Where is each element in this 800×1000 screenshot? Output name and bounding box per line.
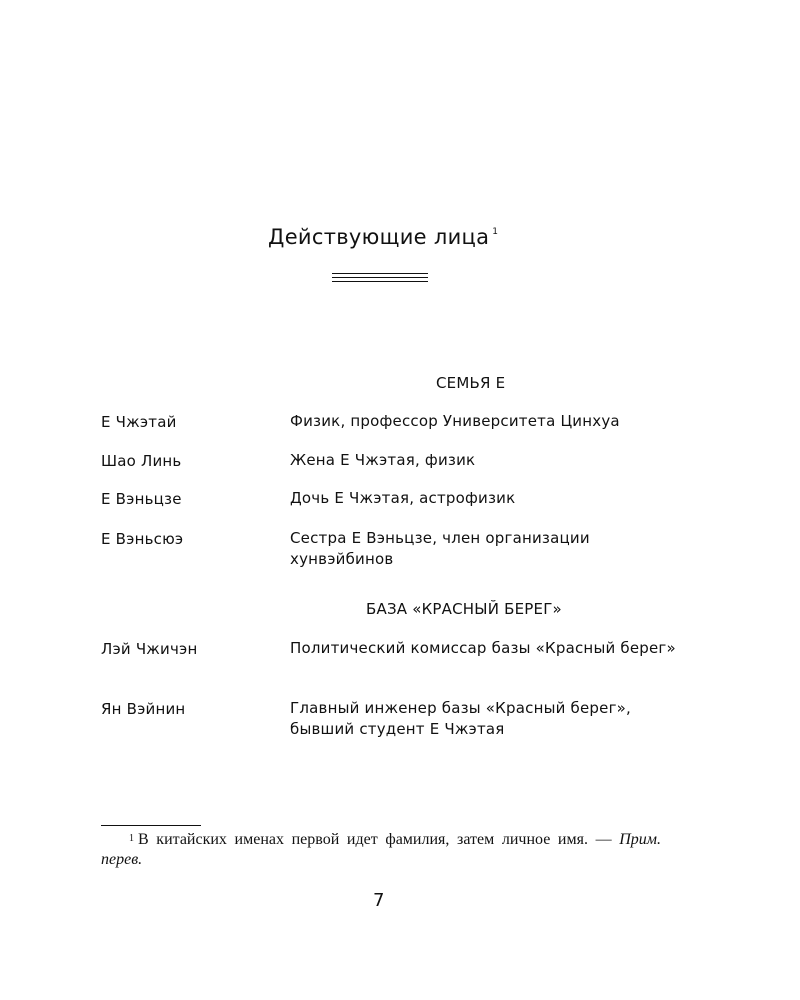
page-number: 7: [373, 890, 385, 911]
title-ornament-rule: [332, 273, 428, 274]
page-title-text: Действующие лица: [268, 225, 490, 249]
title-footnote-marker: 1: [492, 227, 499, 237]
footnote-source: Прим. перев.: [101, 831, 661, 868]
character-description: Политический комиссар базы «Красный берег»: [290, 639, 676, 657]
section-heading-ye-family: СЕМЬЯ Е: [436, 374, 506, 392]
section-heading-red-coast-base: БАЗА «КРАСНЫЙ БЕРЕГ»: [366, 600, 562, 618]
character-description: Дочь Е Чжэтая, астрофизик: [290, 489, 516, 507]
character-name: Ян Вэйнин: [101, 700, 186, 718]
character-description: Главный инженер базы «Красный берег», бывший студент Е Чжэтая: [290, 699, 631, 738]
character-description: Физик, профессор Университета Цинхуа: [290, 412, 620, 430]
title-ornament-rule: [332, 281, 428, 282]
footnote-marker: 1: [129, 833, 134, 844]
character-description: Сестра Е Вэньцзе, член организации хунвэйбинов: [290, 529, 590, 568]
footnote-separator: [101, 825, 201, 826]
character-name: Лэй Чжичэн: [101, 640, 198, 658]
character-name: Е Чжэтай: [101, 413, 177, 431]
character-name: Е Вэньсюэ: [101, 530, 184, 548]
footnote-text: В китайских именах первой идет фамилия, затем личное имя. —: [138, 831, 612, 848]
footnote: [101, 830, 661, 870]
character-name: Е Вэньцзе: [101, 490, 182, 508]
page-title: [268, 225, 498, 249]
title-ornament-rule: [332, 277, 428, 278]
character-description: Жена Е Чжэтая, физик: [290, 451, 476, 469]
character-name: Шао Линь: [101, 452, 182, 470]
